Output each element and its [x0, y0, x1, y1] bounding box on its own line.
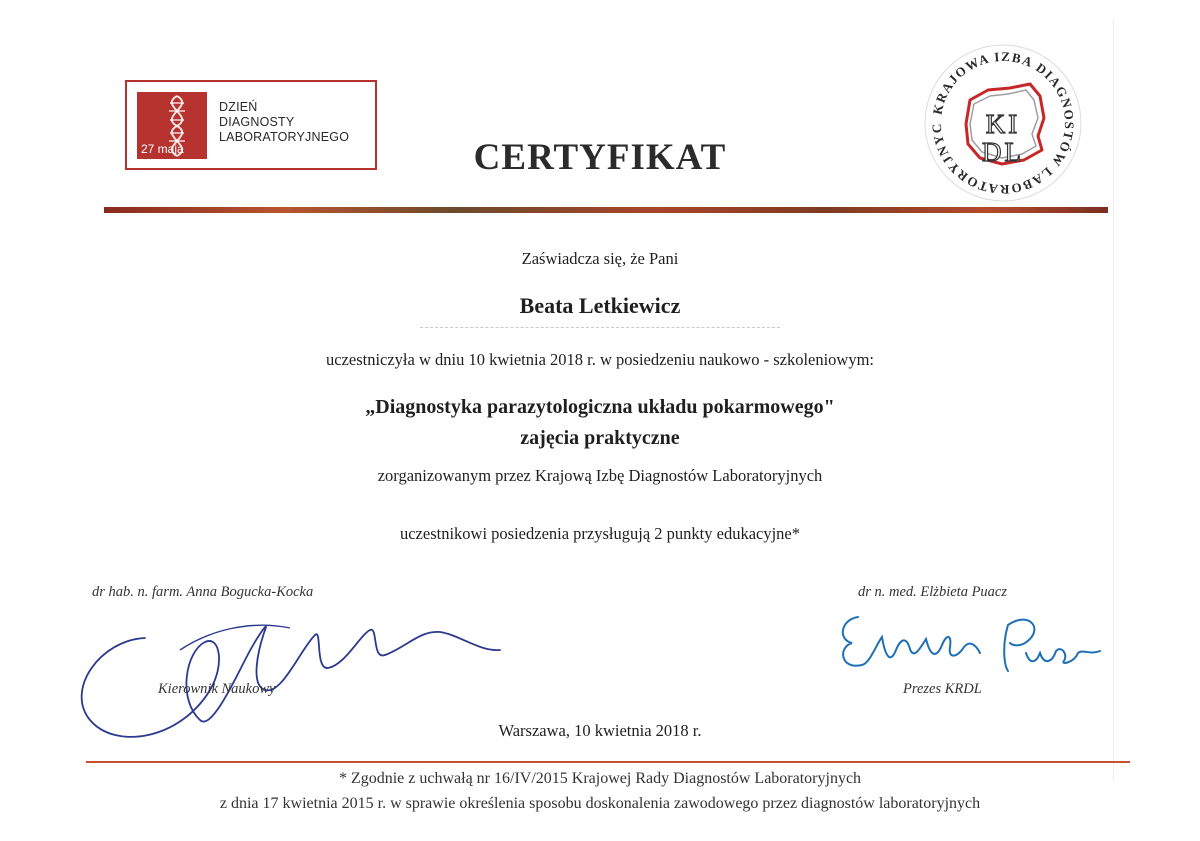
recipient-name: Beata Letkiewicz — [519, 293, 681, 318]
certificate-title: CERTYFIKAT — [473, 137, 727, 178]
seal-ring-text: KRAJOWA IZBA DIAGNOSTÓW LABORATORYJNYC — [928, 48, 1078, 198]
right-signatory-name: dr n. med. Elżbieta Puacz — [858, 584, 1008, 600]
logo-date: 27 maja — [141, 142, 184, 156]
organizer-text: zorganizowanym przez Krajową Izbę Diagnostów Laboratoryjnych — [377, 466, 823, 485]
seal-emblem-icon — [918, 38, 1088, 208]
logo-red-square — [137, 92, 207, 159]
place-and-date: Warszawa, 10 kwietnia 2018 r. — [498, 721, 702, 740]
intro-text: Zaświadcza się, że Pani — [521, 249, 679, 268]
lab-diagnostician-day-logo — [125, 80, 377, 170]
logo-line-1: DZIEŃ — [219, 100, 258, 114]
kidl-seal — [918, 38, 1088, 208]
header-divider-band — [104, 207, 1108, 213]
footnote-line-2: z dnia 17 kwietnia 2015 r. w sprawie określenia sposobu doskonalenia zawodowego przez diagnostów laboratoryjnych — [219, 795, 981, 812]
education-points-text: uczestnikowi posiedzenia przysługują 2 punkty edukacyjne* — [399, 524, 800, 543]
right-signatory-role: Prezes KRDL — [903, 681, 982, 697]
name-underline — [420, 327, 780, 328]
session-subtopic: zajęcia praktyczne — [520, 427, 680, 449]
left-signatory-role: Kierownik Naukowy — [158, 681, 276, 697]
participation-text: uczestniczyła w dniu 10 kwietnia 2018 r. w posiedzeniu naukowo - szkoleniowym: — [325, 350, 875, 369]
footnote-line-1: * Zgodnie z uchwałą nr 16/IV/2015 Krajowej Rady Diagnostów Laboratoryjnych — [338, 770, 862, 787]
seal-letters-top: KI — [985, 109, 1021, 139]
logo-line-3: LABORATORYJNEGO — [219, 130, 350, 144]
logo-text — [219, 100, 349, 145]
right-handwritten-signature — [830, 605, 1110, 680]
session-topic: „Diagnostyka parazytologiczna układu pokarmowego" — [365, 396, 835, 418]
left-signatory-name: dr hab. n. farm. Anna Bogucka-Kocka — [92, 584, 314, 600]
footer-divider — [86, 761, 1130, 763]
seal-letters-bottom: DL — [982, 137, 1024, 167]
logo-line-2: DIAGNOSTY — [219, 115, 295, 129]
